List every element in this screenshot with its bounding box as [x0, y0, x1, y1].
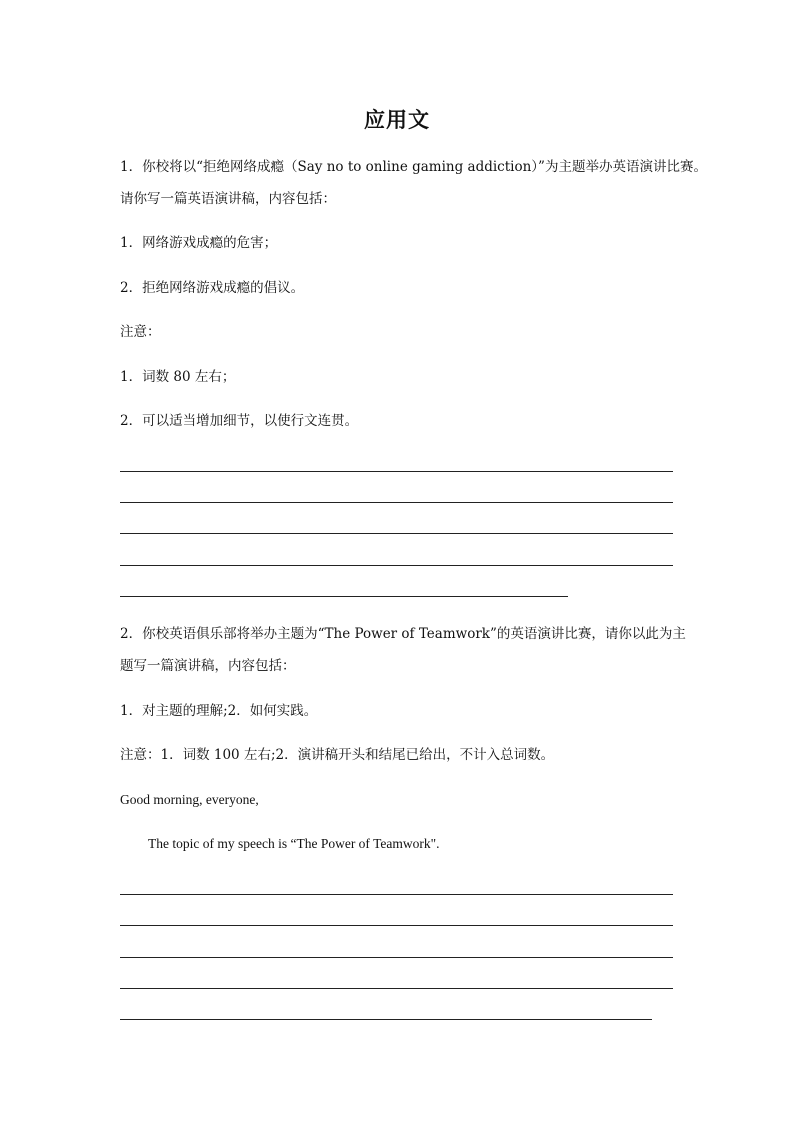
q1-prompt-line1: 1．你校将以“拒绝网络成瘾（Say no to online gaming addiction）”为主题举办英语演讲比赛。 — [120, 159, 707, 175]
q2-writing-line[interactable] — [120, 894, 673, 895]
q1-prompt-line2: 请你写一篇英语演讲稿，内容包括： — [120, 191, 336, 207]
q2-writing-line[interactable] — [120, 957, 673, 958]
q1-point-1: 1．网络游戏成瘾的危害； — [120, 235, 278, 251]
q2-writing-line[interactable] — [120, 925, 673, 926]
q2-opening: The topic of my speech is “The Power of Teamwork". — [148, 836, 440, 851]
q2-points: 1．对主题的理解;2．如何实践。 — [120, 703, 318, 719]
q2-note: 注意：1．词数 100 左右;2．演讲稿开头和结尾已给出，不计入总词数。 — [120, 747, 555, 763]
page-title: 应用文 — [364, 107, 430, 132]
q1-writing-line[interactable] — [120, 471, 673, 472]
q1-note-label: 注意： — [120, 324, 161, 340]
q1-note-2: 2．可以适当增加细节，以使行文连贯。 — [120, 413, 359, 429]
q2-writing-line[interactable] — [120, 988, 673, 989]
q1-writing-line[interactable] — [120, 565, 673, 566]
q1-writing-line[interactable] — [120, 596, 568, 597]
q2-greeting: Good morning, everyone, — [120, 792, 259, 807]
q2-prompt-line2: 题写一篇演讲稿，内容包括： — [120, 658, 296, 674]
q1-note-1: 1．词数 80 左右； — [120, 369, 236, 385]
q1-point-2: 2．拒绝网络游戏成瘾的倡议。 — [120, 280, 305, 296]
q2-writing-line[interactable] — [120, 1019, 652, 1020]
q1-writing-line[interactable] — [120, 533, 673, 534]
q1-writing-line[interactable] — [120, 502, 673, 503]
q2-prompt-line1: 2．你校英语俱乐部将举办主题为“The Power of Teamwork”的英语演讲比赛，请你以此为主 — [120, 626, 686, 642]
